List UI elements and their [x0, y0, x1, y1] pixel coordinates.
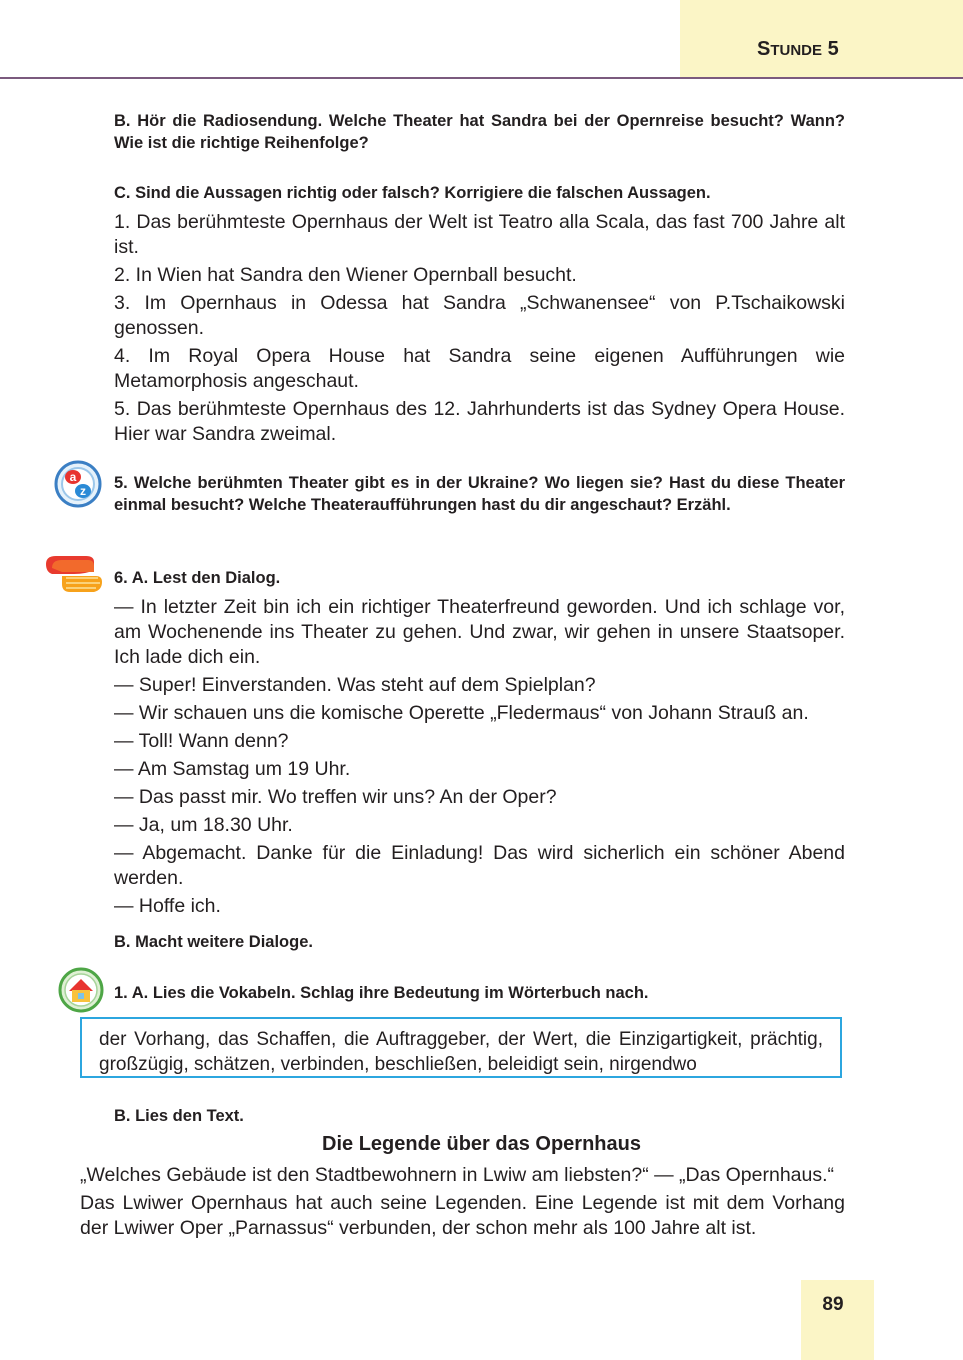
text-body — [80, 1163, 845, 1244]
dialog-line: — Toll! Wann denn? — [114, 730, 289, 752]
lesson-title-initial: S — [757, 38, 771, 60]
dialog — [114, 595, 845, 922]
dialog-line: — Hoffe ich. — [114, 895, 221, 917]
statement-item: 4. Im Royal Opera House hat Sandra seine eigenen Aufführungen wie Metamorphosis angeschaut. — [114, 345, 845, 392]
exercise-6-part-b — [114, 931, 845, 953]
exercise-6b-instruction: B. Macht weitere Dialoge. — [114, 933, 313, 951]
statement-item: 5. Das berühmteste Opernhaus des 12. Jahrhunderts ist das Sydney Opera House. Hier war Sandra zweimal. — [114, 398, 845, 445]
dialog-line: — Am Samstag um 19 Uhr. — [114, 758, 351, 780]
statement-item: 3. Im Opernhaus in Odessa hat Sandra „Schwanensee“ von P.Tschaikowski genossen. — [114, 292, 845, 339]
section-b — [114, 110, 845, 154]
lesson-header — [757, 38, 839, 61]
vocabulary-list: der Vorhang, das Schaffen, die Auftraggeber, der Wert, die Einzigartigkeit, prächtig, großzügig, schätzen, verbinden, beschließen, beleidigt sein, nirgendwo — [99, 1029, 823, 1075]
lesson-title-rest: TUNDE — [770, 42, 823, 59]
vocabulary-box — [80, 1017, 842, 1078]
az-icon-letter-z: z — [80, 484, 86, 498]
header-divider — [0, 77, 963, 79]
dialog-line: — Wir schauen uns die komische Operette „Fledermaus“ von Johann Strauß an. — [114, 702, 809, 724]
statement-item: 2. In Wien hat Sandra den Wiener Opernball besucht. — [114, 264, 577, 286]
page-number: 89 — [822, 1294, 844, 1315]
dialog-line: — Das passt mir. Wo treffen wir uns? An der Oper? — [114, 786, 557, 808]
statements-list — [114, 210, 845, 450]
homework-instruction-block — [114, 982, 845, 1004]
home-icon — [58, 967, 104, 1013]
homework-instruction: 1. A. Lies die Vokabeln. Schlag ihre Bedeutung im Wörterbuch nach. — [114, 984, 649, 1002]
text-title: Die Legende über das Opernhaus — [322, 1133, 641, 1155]
text-paragraph: Das Lwiwer Opernhaus hat auch seine Legenden. Eine Legende ist mit dem Vorhang der Lwiwer Oper „Parnassus“ verbunden, der schon mehr als 100 Jahre alt ist. — [80, 1192, 845, 1239]
text-paragraph: „Welches Gebäude ist den Stadtbewohnern in Lwiw am liebsten?“ — „Das Opernhaus.“ — [80, 1164, 835, 1186]
homework-part-b-instruction: B. Lies den Text. — [114, 1107, 244, 1125]
statement-item: 1. Das berühmteste Opernhaus der Welt ist Teatro alla Scala, das fast 700 Jahre alt ist. — [114, 211, 845, 258]
az-vocabulary-icon — [53, 460, 103, 508]
page-number-band — [801, 1280, 874, 1360]
exercise-6-instruction: 6. A. Lest den Dialog. — [114, 569, 281, 587]
dialog-line: — Abgemacht. Danke für die Einladung! Das wird sicherlich ein schöner Abend werden. — [114, 842, 845, 889]
homework-part-b — [114, 1105, 845, 1127]
section-b-instruction: B. Hör die Radiosendung. Welche Theater hat Sandra bei der Opernreise besucht? Wann? Wie ist die richtige Reihenfolge? — [114, 112, 845, 152]
dialog-line: — Super! Einverstanden. Was steht auf dem Spielplan? — [114, 674, 596, 696]
lesson-number: 5 — [827, 38, 839, 60]
az-icon-letter-a: a — [69, 470, 77, 484]
exercise-5 — [114, 472, 845, 516]
handshake-icon — [44, 552, 104, 596]
section-c — [114, 182, 845, 204]
dialog-line: — Ja, um 18.30 Uhr. — [114, 814, 293, 836]
exercise-6 — [114, 567, 845, 589]
section-c-instruction: C. Sind die Aussagen richtig oder falsch? Korrigiere die falschen Aussagen. — [114, 184, 711, 202]
dialog-line: — In letzter Zeit bin ich ein richtiger Theaterfreund geworden. Und ich schlage vor, am Wochenende ins Theater zu gehen. Und zwar, wir gehen in unsere Staatsoper. Ich lade dich ein. — [114, 596, 845, 668]
exercise-5-text: 5. Welche berühmten Theater gibt es in der Ukraine? Wo liegen sie? Hast du diese Theater einmal besucht? Welche Theateraufführungen hast du dir angeschaut? Erzähl. — [114, 474, 845, 514]
